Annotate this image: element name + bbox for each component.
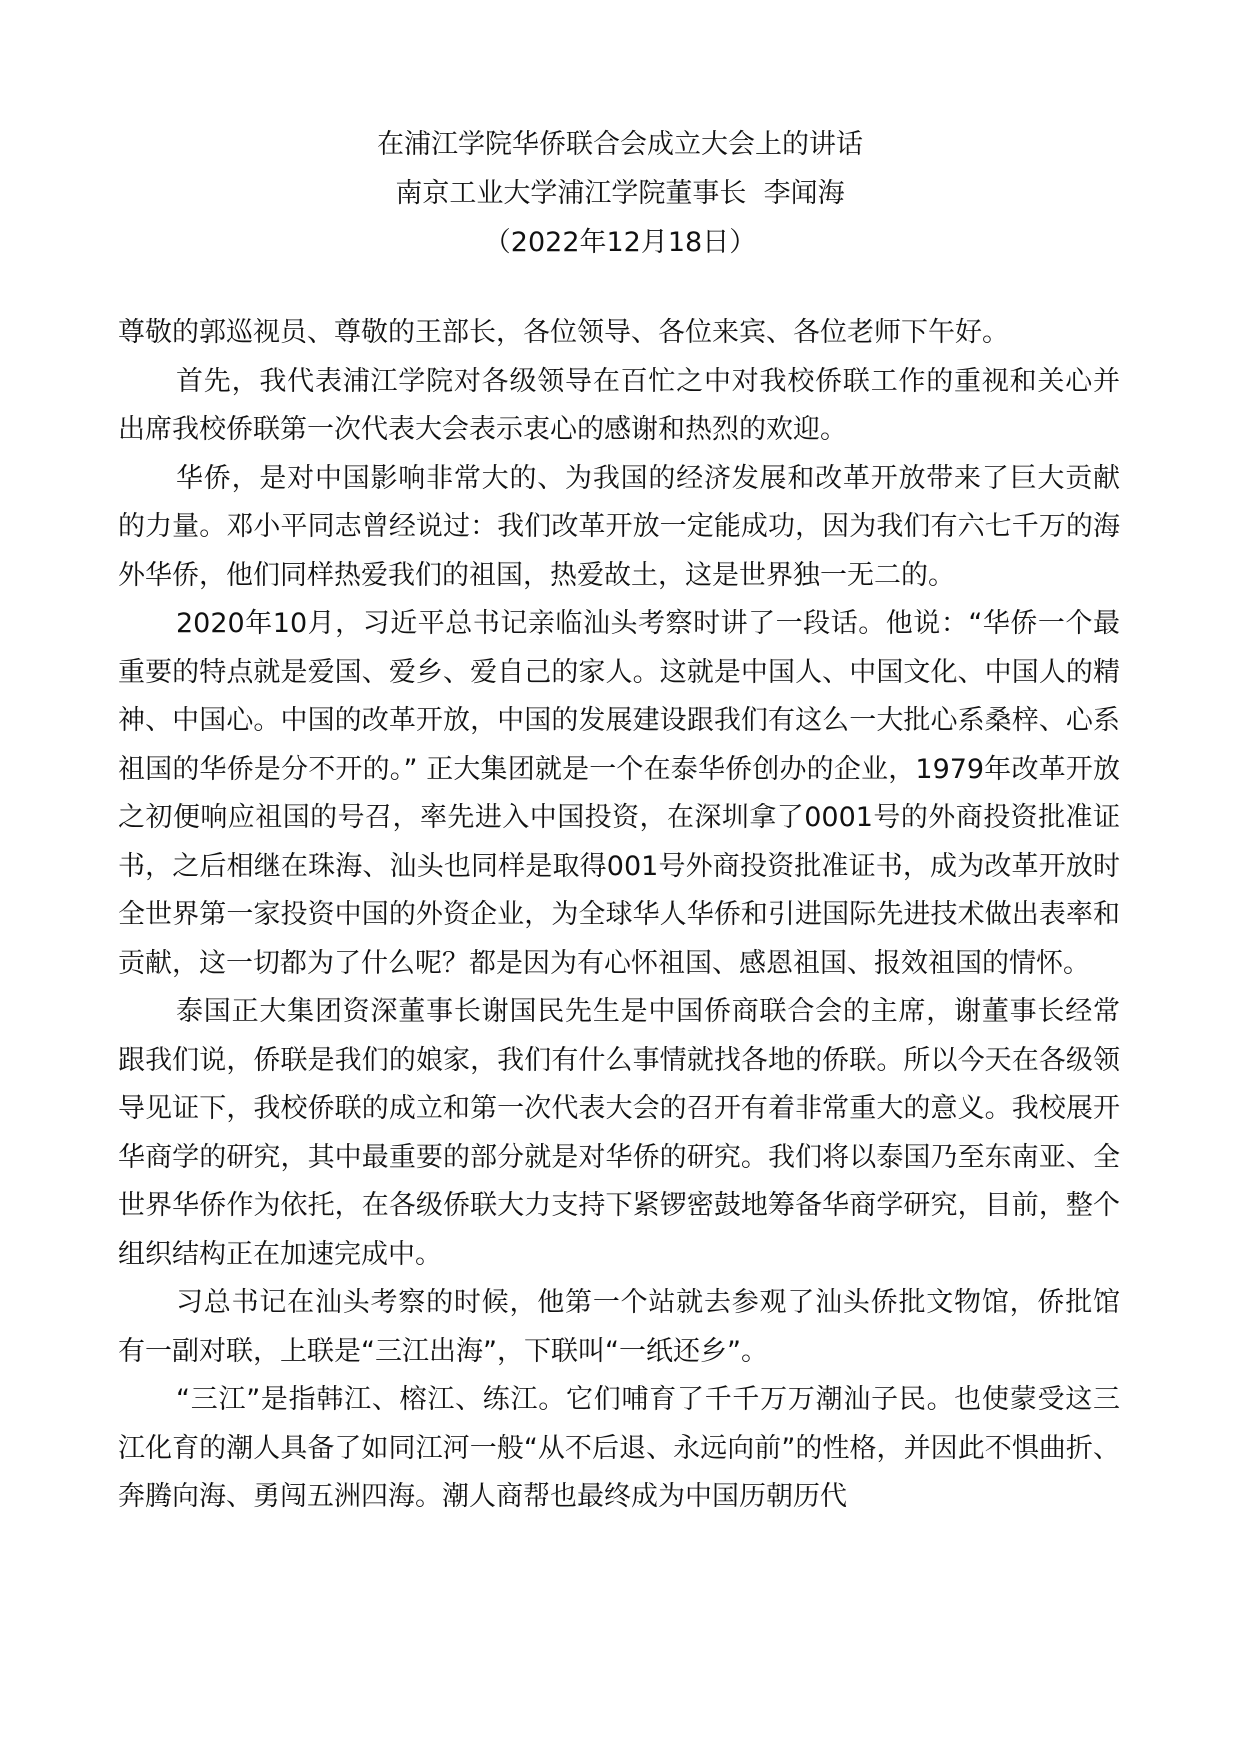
salutation: 尊敬的郭巡视员、尊敬的王部长，各位领导、各位来宾、各位老师下午好。 — [118, 317, 1009, 348]
paragraph: 华侨，是对中国影响非常大的、为我国的经济发展和改革开放带来了巨大贡献的力量。邓小平同志曾经说过：我们改革开放一定能成功，因为我们有六七千万的海外华侨，他们同样热爱我们的祖国，热爱故土，这是世界独一无二的。 — [118, 462, 1120, 591]
document-title: 在浦江学院华侨联合会成立大会上的讲话 — [377, 129, 863, 160]
document-body — [118, 309, 1120, 1522]
paragraph: 首先，我代表浦江学院对各级领导在百忙之中对我校侨联工作的重视和关心并出席我校侨联第一次代表大会表示衷心的感谢和热烈的欢迎。 — [118, 365, 1120, 445]
paragraph: 2020年10月，习近平总书记亲临汕头考察时讲了一段话。他说：“华侨一个最重要的特点就是爱国、爱乡、爱自己的家人。这就是中国人、中国文化、中国人的精神、中国心。中国的改革开放，中国的发展建设跟我们有这么一大批心系桑梓、心系祖国的华侨是分不开的。” 正大集团就是一个在泰华侨创办的企业，1979年改革开放之初便响应祖国的号召，率先进入中国投资，在深圳拿了0001号的外商投资批准证书，之后相继在珠海、汕头也同样是取得001号外商投资批准证书，成为改革开放时全世界第一家投资中国的外资企业，为全球华人华侨和引进国际先进技术做出表率和贡献，这一切都为了什么呢？都是因为有心怀祖国、感恩祖国、报效祖国的情怀。 — [118, 608, 1120, 979]
document-header — [0, 120, 1240, 267]
paragraph: “三江”是指韩江、榕江、练江。它们哺育了千千万万潮汕子民。也使蒙受这三江化育的潮人具备了如同江河一般“从不后退、永远向前”的性格，并因此不惧曲折、奔腾向海、勇闯五洲四海。潮人商帮也最终成为中国历朝历代 — [118, 1384, 1120, 1512]
speech-date: （2022年12月18日） — [483, 227, 757, 258]
speaker-line: 南京工业大学浦江学院董事长 李闻海 — [395, 178, 845, 209]
paragraph: 习总书记在汕头考察的时候，他第一个站就去参观了汕头侨批文物馆，侨批馆有一副对联，上联是“三江出海”，下联叫“一纸还乡”。 — [118, 1287, 1120, 1367]
paragraph: 泰国正大集团资深董事长谢国民先生是中国侨商联合会的主席，谢董事长经常跟我们说，侨联是我们的娘家，我们有什么事情就找各地的侨联。所以今天在各级领导见证下，我校侨联的成立和第一次代表大会的召开有着非常重大的意义。我校展开华商学的研究，其中最重要的部分就是对华侨的研究。我们将以泰国乃至东南亚、全世界华侨作为依托，在各级侨联大力支持下紧锣密鼓地筹备华商学研究，目前，整个组织结构正在加速完成中。 — [118, 996, 1120, 1270]
